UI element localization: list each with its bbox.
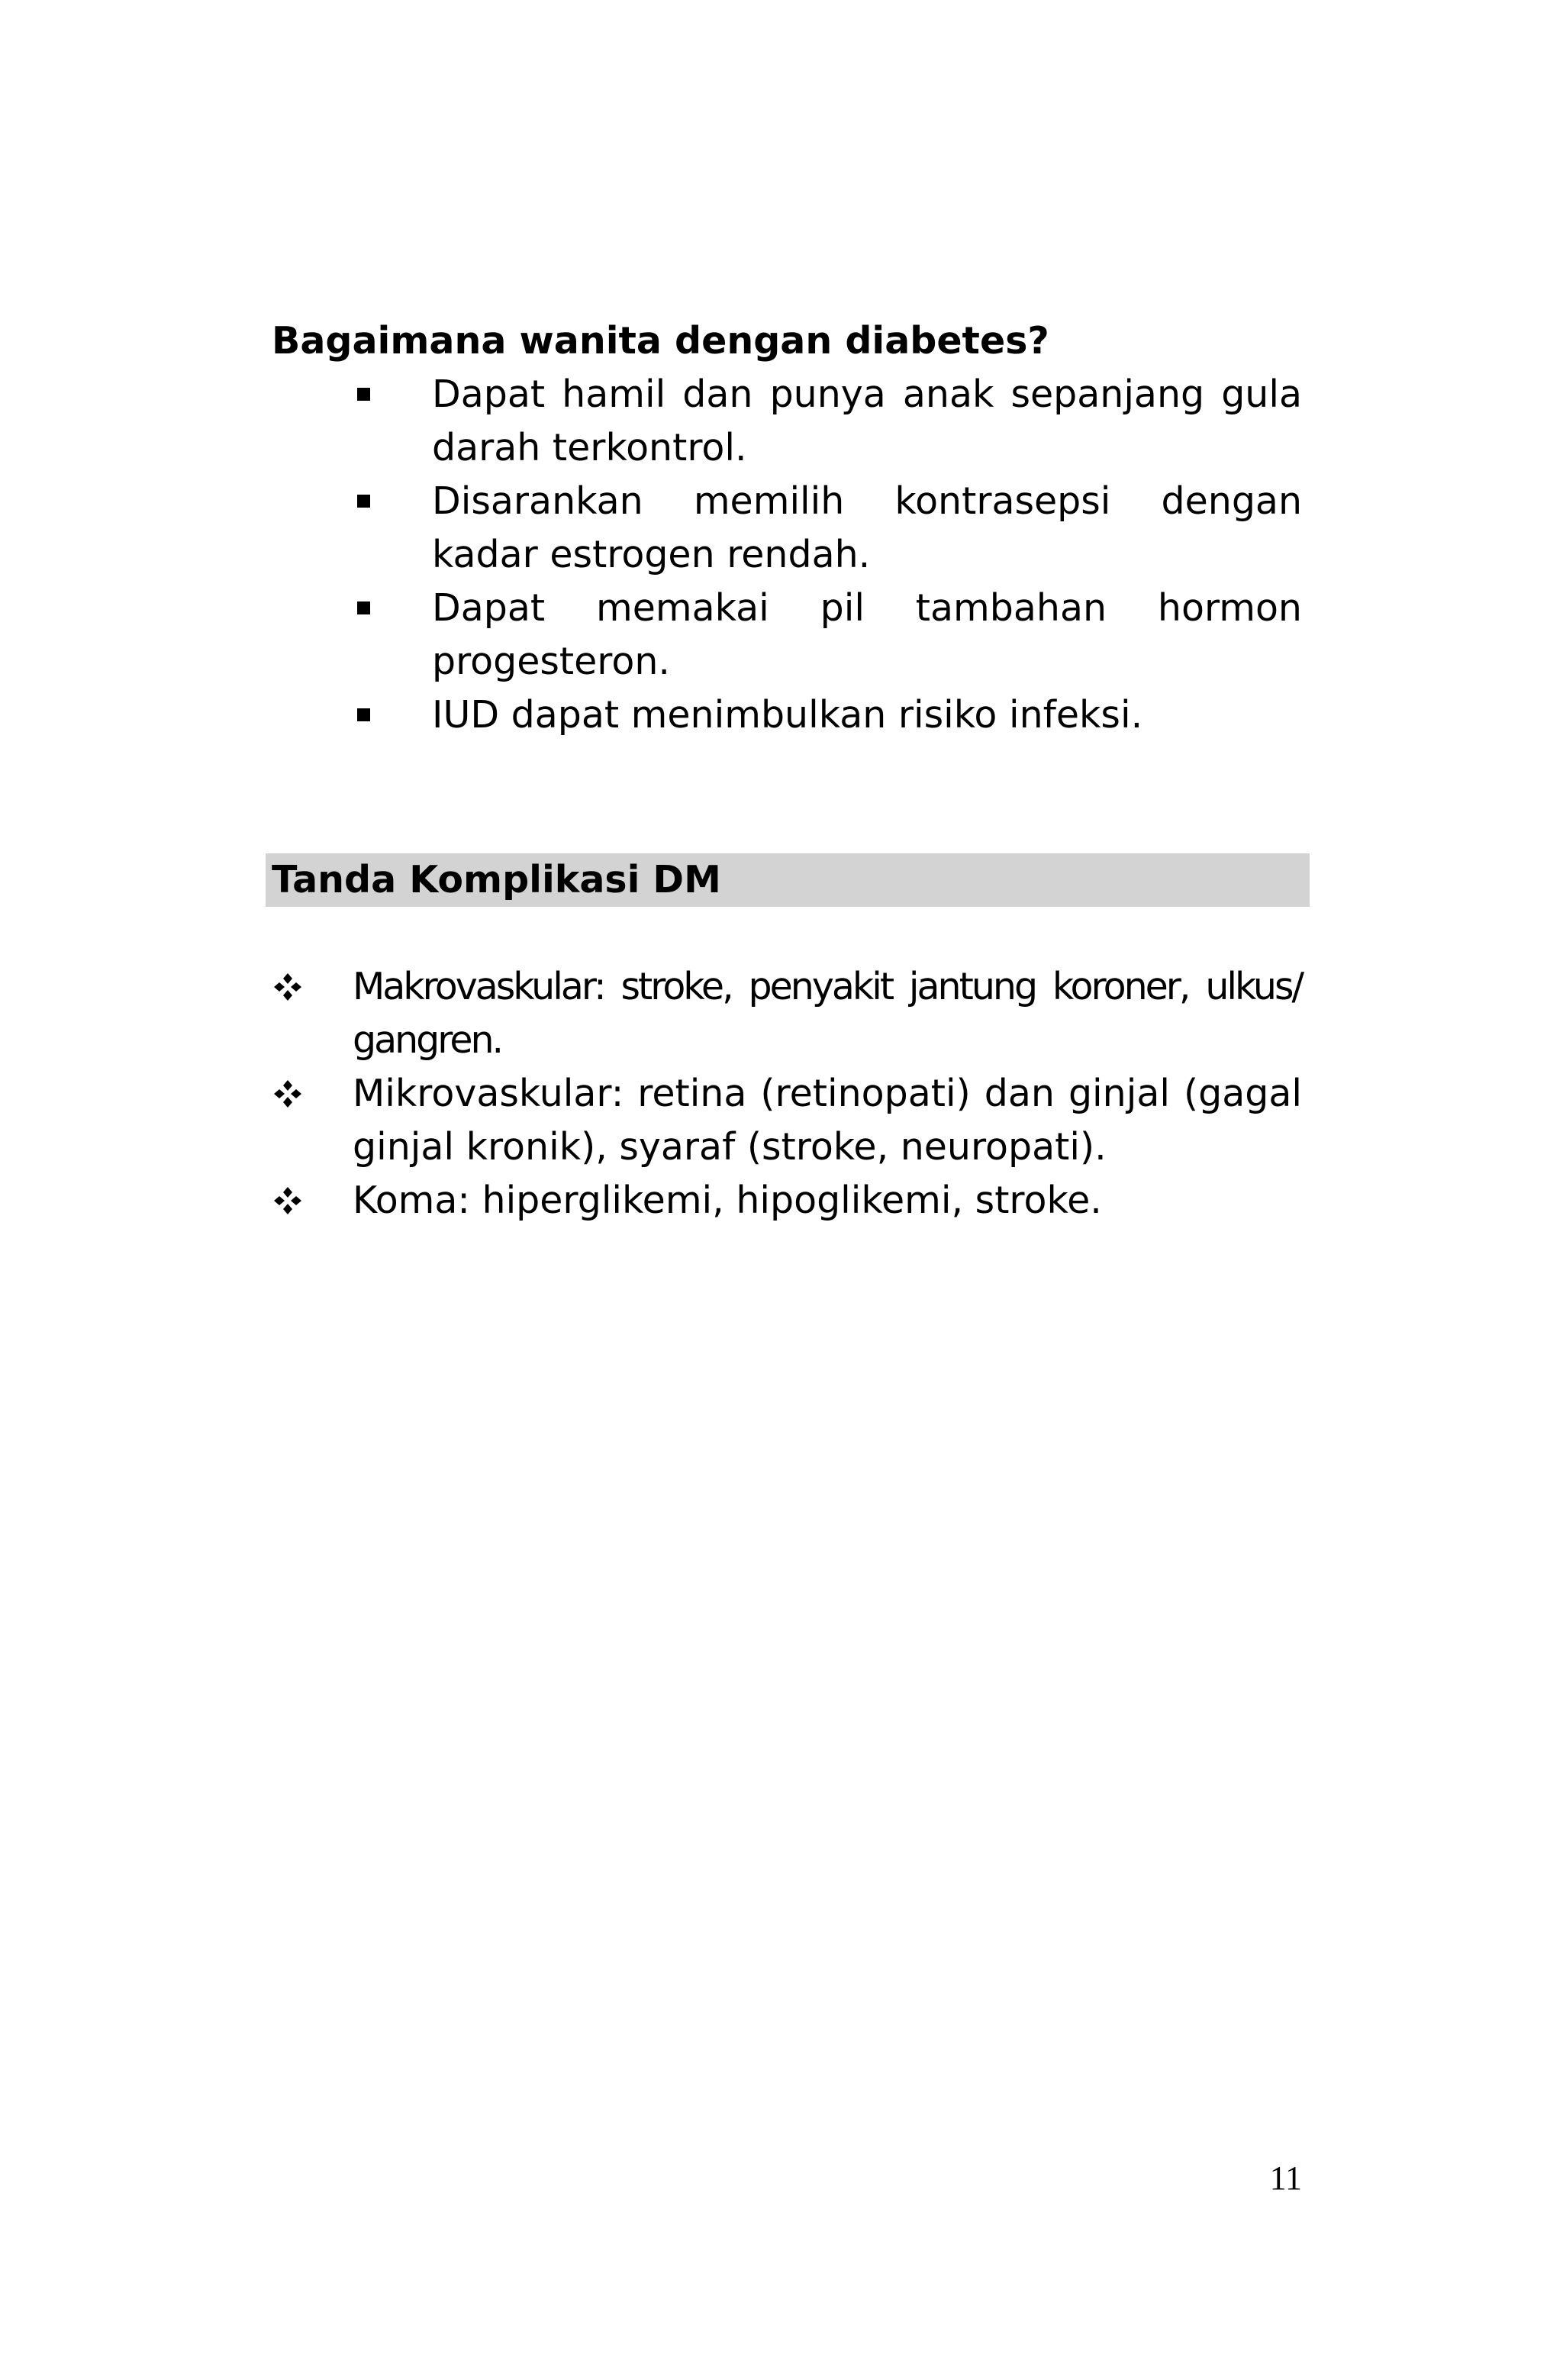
list-item (272, 1067, 1302, 1174)
list-item-text: Mikrovaskular: retina (retinopati) dan ginjal (gagal ginjal kronik), syaraf (stroke, neuropati). (353, 1072, 1302, 1169)
section-title: Tanda Komplikasi DM (272, 858, 721, 901)
list-item (272, 1174, 1302, 1227)
four-diamond-icon (273, 1079, 302, 1108)
square-bullet-icon (357, 708, 370, 721)
list-item-text: Koma: hiperglikemi, hipoglikemi, stroke. (353, 1179, 1102, 1222)
four-diamond-icon (273, 1186, 302, 1215)
list-item (272, 582, 1302, 689)
square-bullet-icon (357, 601, 370, 614)
list-item-text: IUD dapat menimbulkan risiko infeksi. (432, 693, 1143, 737)
section-header-bar (266, 853, 1310, 907)
four-diamond-icon (273, 972, 302, 1001)
list-item (272, 475, 1302, 582)
square-bullet-icon (357, 495, 370, 508)
question-heading: Bagaimana wanita dengan diabetes? (272, 319, 1049, 363)
square-bullet-icon (357, 388, 370, 401)
diabetes-women-list (272, 368, 1302, 742)
list-item (272, 368, 1302, 475)
list-item (272, 689, 1302, 742)
list-item-text: Dapat memakai pil tambahan hormon progesteron. (432, 586, 1302, 683)
complications-list (272, 960, 1302, 1227)
list-item-text: Dapat hamil dan punya anak sepanjang gula darah terkontrol. (432, 372, 1302, 469)
list-item (272, 960, 1302, 1067)
page-number: 11 (1269, 2159, 1302, 2197)
list-item-text: Makrovaskular: stroke, penyakit jantung koroner, ulkus/ gangren. (353, 965, 1302, 1062)
list-item-text: Disarankan memilih kontrasepsi dengan kadar estrogen rendah. (432, 479, 1302, 576)
